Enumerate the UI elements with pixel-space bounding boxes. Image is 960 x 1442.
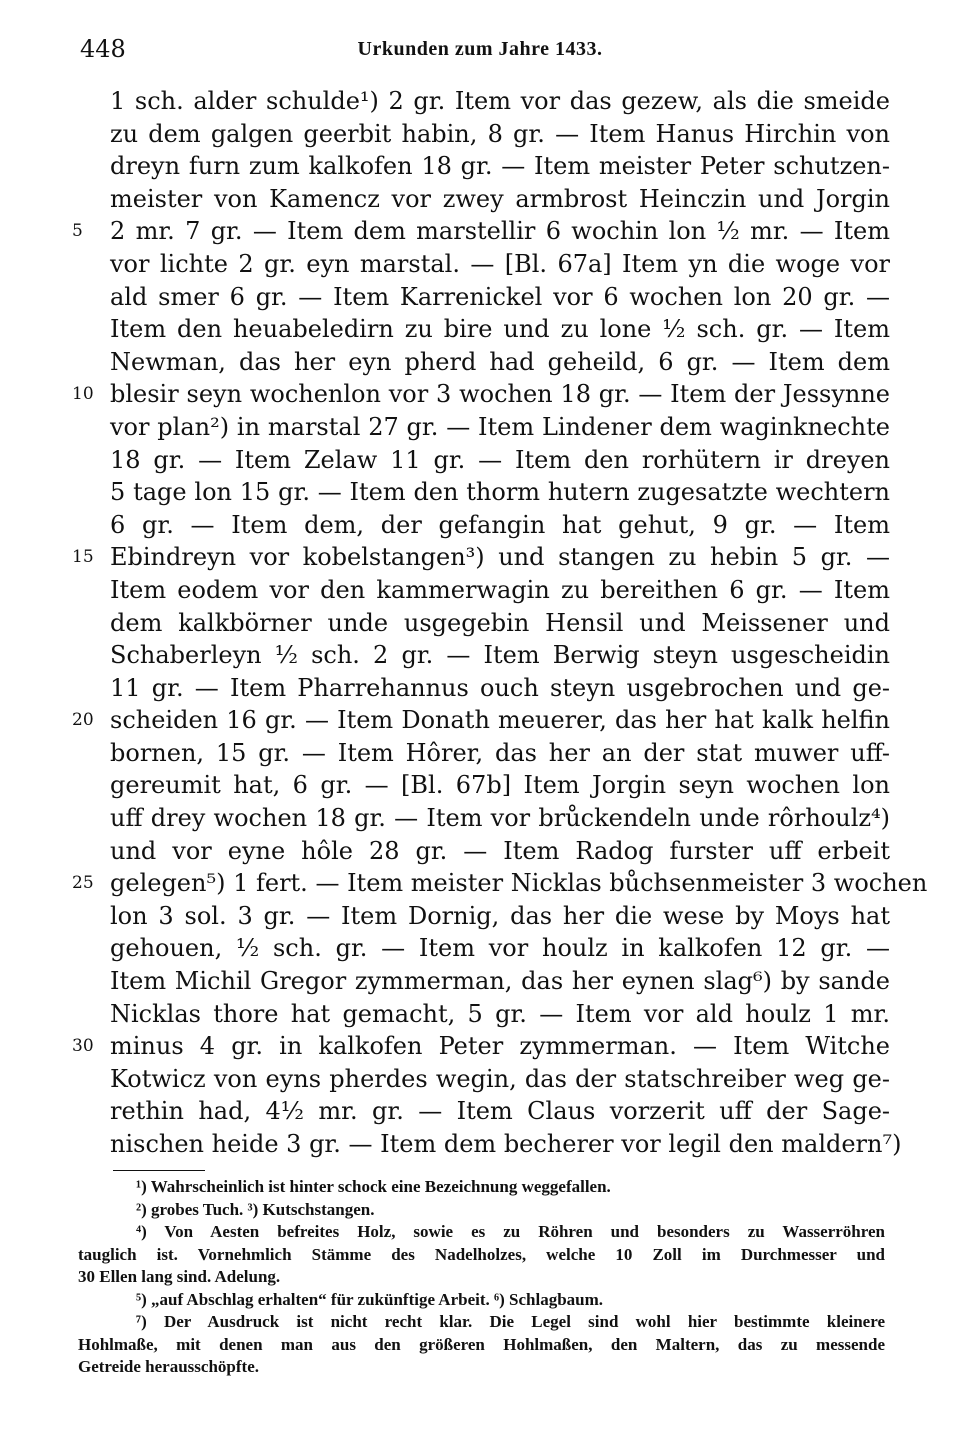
footnote-line: ⁴) Von Aesten befreites Holz, sowie es zu Röhren und besonders zu Wasserröhren: [136, 1222, 885, 1241]
line-number: 15: [72, 547, 94, 568]
footnote-line: Getreide herausschöpfte.: [78, 1357, 259, 1376]
line-text: 1 sch. alder schulde¹) 2 gr. Item vor das gezew, als die smeide: [110, 87, 890, 115]
text-line: [110, 607, 890, 640]
footnote-line: 30 Ellen lang sind. Adelung.: [78, 1267, 281, 1286]
line-text: uff drey wochen 18 gr. — Item vor brůckendeln unde rôrhoulz⁴): [110, 804, 890, 833]
line-number: 10: [72, 384, 94, 405]
line-text: gereumit hat, 6 gr. — [Bl. 67b] Item Jorgin seyn wochen lon: [110, 771, 890, 800]
text-line: [72, 378, 890, 411]
line-text: dreyn furn zum kalkofen 18 gr. — Item meister Peter schutzen-: [110, 152, 890, 181]
text-line: [110, 281, 890, 314]
line-text: Newman, das her eyn pherd had geheild, 6 gr. — Item dem: [110, 347, 890, 376]
line-text: Item den heuabeledirn zu bire und zu lone ½ sch. gr. — Item: [110, 315, 890, 344]
running-head: Urkunden zum Jahre 1433.: [357, 38, 603, 60]
text-line: [110, 509, 890, 542]
footnote-line: Hohlmaße, mit denen man aus den größeren Hohlmaßen, den Maltern, das zu messende: [78, 1334, 885, 1354]
footnotes: [78, 1176, 885, 1379]
text-line: [110, 900, 890, 933]
line-text: rethin had, 4½ mr. gr. — Item Claus vorzerit uff der Sage-: [110, 1097, 890, 1126]
text-line: [110, 965, 890, 998]
footnote-line: ⁵) „auf Abschlag erhalten“ für zukünftige Arbeit. ⁶) Schlagbaum.: [136, 1289, 604, 1309]
text-line: [110, 150, 890, 183]
line-text: 11 gr. — Item Pharrehannus ouch steyn usgebrochen und ge-: [110, 673, 890, 702]
line-text: Item eodem vor den kammerwagin zu bereithen 6 gr. — Item: [110, 575, 890, 604]
line-text: gehouen, ½ sch. gr. — Item vor houlz in kalkofen 12 gr. —: [110, 934, 890, 963]
line-text: Kotwicz von eyns pherdes wegin, das der statschreiber weg ge-: [110, 1064, 890, 1093]
line-text: meister von Kamencz vor zwey armbrost Heinczin und Jorgin: [110, 184, 890, 213]
text-line: [110, 346, 890, 379]
footnote-rule: [113, 1170, 205, 1171]
footnote-line: ²) grobes Tuch. ³) Kutschstangen.: [136, 1199, 375, 1219]
line-number: 20: [72, 710, 94, 731]
text-line: [72, 1030, 890, 1063]
text-line: [110, 444, 890, 477]
footnote-line: ⁷) Der Ausdruck ist nicht recht klar. Die Legel sind wohl hier bestimmte kleinere: [136, 1312, 885, 1331]
text-line: [110, 476, 890, 509]
line-text: Ebindreyn vor kobelstangen³) und stangen zu hebin 5 gr. —: [110, 543, 890, 572]
line-text: und vor eyne hôle 28 gr. — Item Radog furster uff erbeit: [110, 836, 890, 865]
line-text: blesir seyn wochenlon vor 3 wochen 18 gr. — Item der Jessynne: [110, 380, 890, 409]
main-text: [72, 85, 928, 1161]
text-line: [110, 802, 890, 835]
text-line: [72, 704, 890, 737]
line-number: 5: [72, 221, 83, 242]
text-line: [110, 118, 890, 151]
line-text: gelegen⁵) 1 fert. — Item meister Nicklas bůchsenmeister 3 wochen: [110, 869, 928, 898]
page-number: 448: [80, 35, 126, 63]
text-line: [110, 835, 890, 868]
text-line: [110, 313, 890, 346]
line-text: vor lichte 2 gr. eyn marstal. — [Bl. 67a] Item yn die woge vor: [110, 249, 890, 278]
text-line: [110, 932, 890, 965]
line-text: dem kalkbörner unde usgegebin Hensil und Meissener und: [110, 608, 890, 637]
text-line: [110, 1095, 890, 1128]
footnote-line: ¹) Wahrscheinlich ist hinter schock eine Bezeichnung weggefallen.: [136, 1177, 611, 1196]
line-text: ald smer 6 gr. — Item Karrenickel vor 6 wochen lon 20 gr. —: [110, 282, 890, 311]
text-line: [110, 639, 890, 672]
text-line: [110, 85, 890, 118]
text-line: [72, 541, 890, 574]
text-line: [110, 248, 890, 281]
line-text: 5 tage lon 15 gr. — Item den thorm hutern zugesatzte wechtern: [110, 478, 890, 507]
line-text: minus 4 gr. in kalkofen Peter zymmerman. — Item Witche: [110, 1032, 890, 1061]
text-line: [110, 737, 890, 770]
text-line: [72, 867, 928, 900]
line-number: 25: [72, 873, 94, 894]
text-line: [110, 1063, 890, 1096]
text-line: [110, 183, 890, 216]
line-text: 18 gr. — Item Zelaw 11 gr. — Item den rorhütern ir dreyen: [110, 445, 890, 474]
text-line: [110, 998, 890, 1031]
text-line: [110, 574, 890, 607]
footnote-line: tauglich ist. Vornehmlich Stämme des Nadelholzes, welche 10 Zoll im Durchmesser und: [78, 1244, 885, 1264]
line-text: 2 mr. 7 gr. — Item dem marstellir 6 wochin lon ½ mr. — Item: [110, 217, 890, 246]
text-line: [110, 1128, 902, 1161]
text-line: [110, 411, 890, 444]
text-line: [110, 672, 890, 705]
line-text: zu dem galgen geerbit habin, 8 gr. — Item Hanus Hirchin von: [110, 119, 890, 148]
line-text: Item Michil Gregor zymmerman, das her eynen slag⁶) by sande: [110, 967, 890, 996]
line-text: bornen, 15 gr. — Item Hôrer, das her an der stat muwer uff-: [110, 738, 890, 767]
line-text: Schaberleyn ½ sch. 2 gr. — Item Berwig steyn usgescheidin: [110, 641, 890, 670]
text-line: [110, 769, 890, 802]
line-text: vor plan²) in marstal 27 gr. — Item Lindener dem waginknechte: [110, 412, 890, 441]
line-text: scheiden 16 gr. — Item Donath meuerer, das her hat kalk helfin: [110, 706, 890, 735]
line-text: lon 3 sol. 3 gr. — Item Dornig, das her die wese by Moys hat: [110, 901, 890, 930]
line-text: 6 gr. — Item dem, der gefangin hat gehut, 9 gr. — Item: [110, 510, 890, 539]
line-text: Nicklas thore hat gemacht, 5 gr. — Item vor ald houlz 1 mr.: [110, 999, 890, 1028]
line-number: 30: [72, 1036, 94, 1057]
text-line: [72, 215, 890, 248]
line-text: nischen heide 3 gr. — Item dem becherer vor legil den maldern⁷): [110, 1130, 902, 1158]
